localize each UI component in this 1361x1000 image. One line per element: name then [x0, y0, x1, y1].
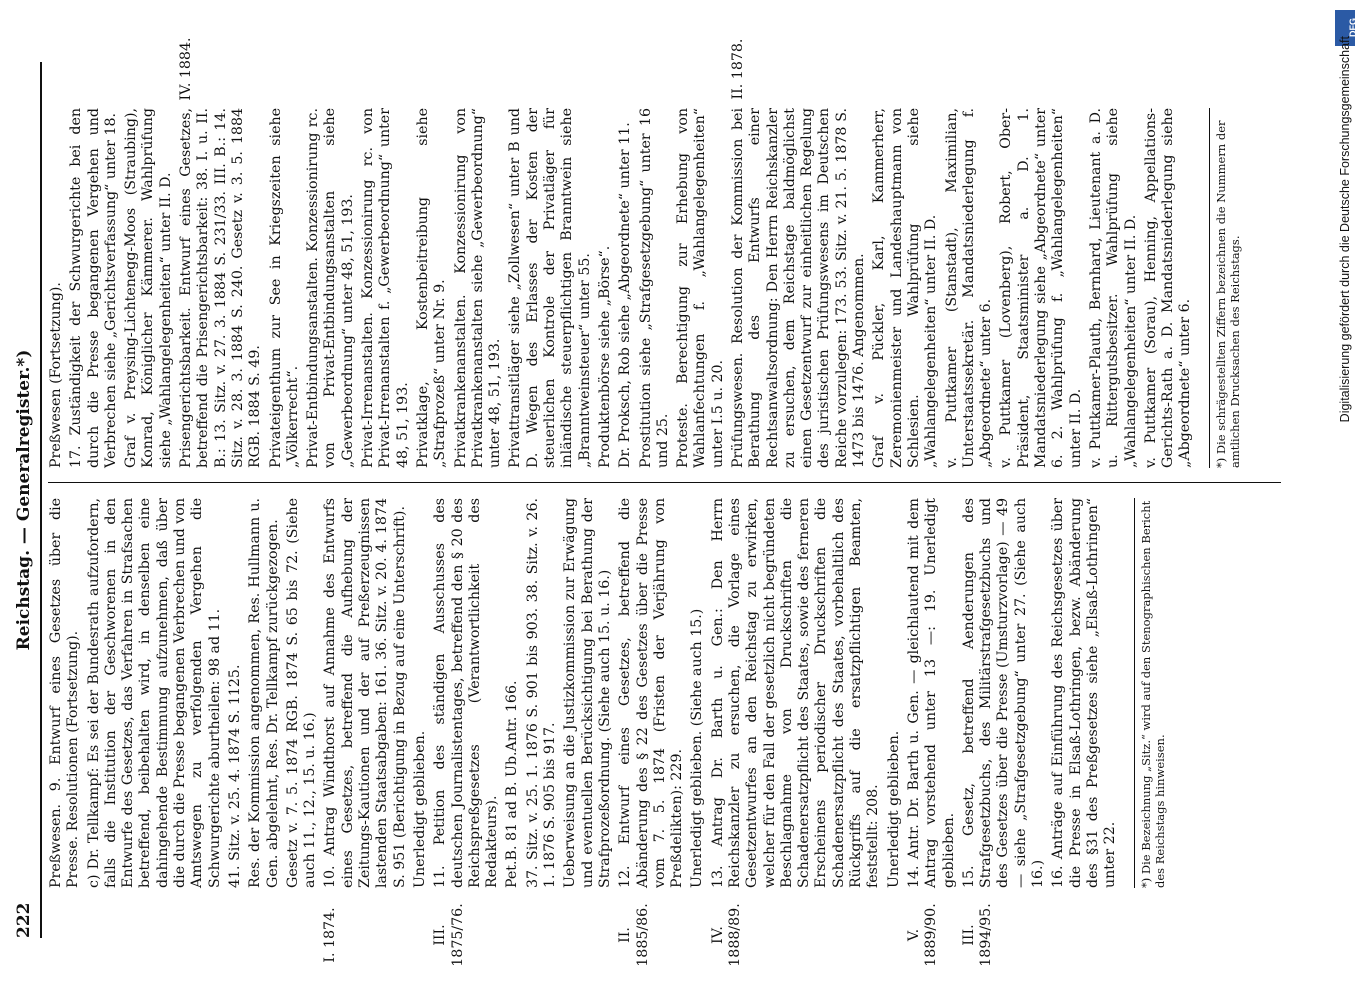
index-entry	[1143, 108, 1195, 468]
index-entry-text: Prüfungswesen. Resolution der Kommission bei Berathung des Entwurfs einer Rechtsanwaltsordnung: Den Herrn Reichskanzler zu ersuchen, dem Reichstage baldmöglichst einen Gesetzentwurf zur einheitlichen Regelung des juristischen Prüfungswesens im Deutschen Reiche vorzulegen: 173. 53. Sitz. v. 21. 5. 1878 S. 1473 bis 1476. Angenommen.	[729, 108, 868, 468]
index-entry	[453, 108, 505, 468]
index-entry-text: Graf v. Pückler, Karl, Kammerherr, Zeremonienmeister und Landeshauptmann von Schlesien. Wahlprüfung siehe „Wahlangelegenheiten“ unter II. D.	[871, 108, 940, 468]
index-entry-text: Prostitution siehe „Strafgesetzgebung“ unter 16 und 25.	[637, 108, 671, 468]
index-entry-text: Privatkrankenanstalten. Konzessionirung von Privatkrankenanstalten siehe „Gewerbeordnung“ unter 48, 51, 193.	[452, 108, 504, 468]
dfg-stamp	[1334, 6, 1358, 996]
index-entry	[415, 108, 450, 468]
index-entry-text: Privat-Irrenanstalten. Konzessionirung rc. von Privat-Irrenanstalten f. „Gewerbeordnung“ unter 48, 51, 193.	[360, 108, 411, 468]
left-column	[48, 498, 1301, 968]
index-entry	[886, 498, 903, 888]
index-entry-text: Privat-Entbindungsanstalten. Konzessionirung rc. von Privat-Entbindungsanstalten siehe „Gewerbeordnung“ unter 48, 51, 193.	[305, 108, 356, 468]
index-entry	[562, 498, 614, 888]
index-entry-text: 17. Zuständigkeit der Schwurgerichte bei den durch die Presse begangenen Vergehen und Verbrechen siehe „Gerichtsverfassung“ unter 18.	[68, 108, 119, 468]
index-entry-text: 13. Antrag Dr. Barth u. Gen.: Den Herrn Reichskanzler zu ersuchen, die Vorlage eines Gesetzentwurfes an den Reichstag zu erwirken, welcher für den Fall der gesetzlich nicht begründeten Beschlagnahme von Druckschriften die Schadenersatzpflicht des Staates, sowie des ferneren Erscheinens periodischer Druckschriften die Schadenersatzpflicht des Staates, vorbehaltlich des Rückgriffs auf die ersatzpflichtigen Beamten, feststellt: 208.	[709, 498, 882, 888]
index-entry-text: Pet.B. 81 ad B. Ub.Antr. 166.	[504, 680, 521, 888]
index-entry	[227, 498, 244, 888]
margin-session-label: III. 1875/76.	[432, 903, 466, 967]
index-entry	[709, 498, 883, 967]
index-entry	[48, 498, 83, 888]
index-entry	[360, 108, 412, 468]
index-entry-text: v. Puttkamer (Stanstadt), Maximilian, Unterstaatssekretär. Mandatsniederlegung f. „Abgeordnete“ unter 6.	[943, 108, 995, 468]
index-entry	[998, 108, 1084, 468]
index-entry-text: Graf v. Preysing-Lichtenegg-Moos (Straubing), Konrad, Königlicher Kämmerer. Wahlprüfung siehe „Wahlangelegenheiten“ unter II. D.	[123, 108, 174, 468]
columns	[48, 32, 1301, 968]
index-entry	[178, 37, 264, 468]
index-entry	[86, 498, 224, 888]
index-entry-text: Unerledigt geblieben. (Siehe auch 15.)	[689, 608, 706, 888]
index-entry-text: 11. Petition des ständigen Ausschusses des deutschen Journalistentages, betreffend den § 20 des Reichspreßgesetzes (Verantwortlichkeit des Redakteurs).	[432, 498, 501, 888]
index-entry-text: 14. Antr. Dr. Barth u. Gen. — gleichlautend mit dem Antrag vorstehend unter 13 —: 19. Unerledigt geblieben.	[905, 498, 957, 888]
index-entry-text: v. Puttkamer (Sorau), Henning, Appellations-Gerichts-Rath a. D. Mandatsniederlegung siehe „Abgeordnete“ unter 6.	[1142, 108, 1194, 468]
index-entry	[871, 108, 940, 468]
index-entry-text: 41. Sitz. v. 25. 4. 1874 S. 1125.	[226, 664, 243, 888]
left-column-entries	[48, 498, 1167, 967]
index-entry-text: Unerledigt geblieben.	[885, 730, 902, 888]
index-entry	[597, 108, 614, 468]
index-entry-text: Preßwesen (Fortsetzung).	[48, 282, 64, 468]
index-entry	[412, 498, 429, 888]
right-column-entries	[48, 37, 1242, 468]
index-entry	[729, 38, 868, 468]
right-column	[48, 38, 1301, 468]
page-header	[14, 62, 42, 938]
index-entry	[123, 108, 175, 468]
margin-session-label: II. 1885/86.	[617, 903, 651, 967]
index-entry-text: Dr. Proksch, Rob siehe „Abgeordnete“ unter 11.	[617, 122, 634, 468]
index-entry-text: Gesetz v. 7. 5. 1874 RGB. 1874 S. 65 bis 72. (Siehe auch 11., 12., 15. u. 16.)	[284, 498, 319, 888]
index-entry	[944, 108, 996, 468]
index-entry-text: Privateigenthum zur See in Kriegszeiten siehe „Völkerrecht“.	[267, 108, 301, 468]
index-entry-text: Ueberweisung an die Justizkommission zur Erwägung und eventuellen Berücksichtigung bei Berathung der Strafprozeßordnung. (Siehe auch 15. u. 16.)	[562, 498, 613, 888]
margin-session-label: I. 1874.	[322, 907, 339, 963]
index-entry	[1050, 498, 1119, 888]
index-entry	[322, 498, 408, 963]
index-entry-text: 15. Gesetz, betreffend Aenderungen des Strafgesetzbuchs, des Militärstrafgesetzbuchs und des Gesetzes über die Presse (Umsturzvorlage) — 49 — siehe „Strafgesetzgebung“ unter 27. (Siehe auch 16.)	[960, 498, 1047, 888]
index-entry-text: 12. Entwurf eines Gesetzes, betreffend die Abänderung des § 22 des Gesetzes über die Presse vom 7. 5. 1874 (Fristen der Verjährung von Preßdelikten): 229.	[617, 498, 686, 888]
index-entry	[617, 108, 634, 468]
index-entry	[247, 498, 282, 888]
index-entry	[504, 498, 521, 888]
index-entry-text: Privattransitläger siehe „Zollwesen“ unter B und D. Wegen des Erlasses der Kosten der steuerlichen Kontrole der Privatläger für inländische steuerpflichtigen Branntwein siehe „Branntweinsteuer“ unter 55.	[507, 108, 593, 468]
index-entry	[1088, 108, 1140, 468]
index-entry-text: 37. Sitz. v. 25. 1. 1876 S. 901 bis 903. 38. Sitz. v. 26. 1. 1876 S. 905 bis 917.	[524, 498, 559, 888]
index-entry	[268, 108, 303, 468]
index-entry-text: Proteste. Berechtigung zur Erhebung von Wahlanfechtungen f. „Wahlangelegenheiten“ unter I.5 u. 20.	[675, 108, 726, 468]
index-entry-text: Preßwesen. 9. Entwurf eines Gesetzes über die Presse. Resolutionen (Fortsetzung).	[48, 498, 82, 888]
index-entry-text: c) Dr. Tellkampf: Es sei der Bundesrath aufzufordern, falls die Institution der Geschworenen in den Entwurfe des Gesetzes, das Verfahren in Strafsachen betreffend, beibehalten wird, in denselben eine dahingehende Bestimmung aufzunehmen, daß über die durch die Presse begangenen Verbrechen und von Amtswegen zu verfolgenden Vergehen die Schwurgerichte aburtheilen: 98 ad 11.	[85, 498, 223, 888]
dfg-stamp-text: Digitalisierung gefördert durch die Deutsche Forschungsgemeinschaft	[1338, 36, 1352, 423]
index-entry	[285, 498, 320, 888]
index-entry-text: Unerledigt geblieben.	[411, 730, 428, 888]
margin-session-label: III. 1894/95.	[960, 903, 995, 967]
index-entry	[675, 108, 727, 468]
index-entry-text: 16. Anträge auf Einführung des Reichsgesetzes über die Presse in Elsaß-Lothringen, bezw. Abänderung des §31 des Preßgesetzes siehe „Elsaß-Lothringen“ unter 22.	[1050, 498, 1119, 888]
index-entry	[507, 108, 593, 468]
footnote: *) Die Bezeichnung „Sitz.“ wird auf den Stenographischen Bericht des Reichstags hinweisen.	[1134, 498, 1167, 888]
index-entry-text: Produktenbörse siehe „Börse“.	[596, 245, 613, 468]
index-entry-text: Res. der Kommission angenommen, Res. Hullmann u. Gen. abgelehnt, Res. Dr. Tellkampf zurückgezogen.	[247, 498, 281, 888]
page-number: 222	[14, 902, 34, 938]
index-entry-text: v. Puttkamer-Plauth, Bernhard, Lieutenant a. D. u. Rittergutsbesitzer. Wahlprüfung siehe „Wahlangelegenheiten“ unter II. D.	[1087, 108, 1139, 468]
page-title: Reichstag. — Generalregister.*)	[14, 349, 34, 651]
index-entry	[960, 498, 1047, 967]
index-entry	[905, 498, 958, 967]
index-entry	[689, 498, 706, 888]
index-entry	[68, 108, 120, 468]
margin-session-label: II. 1878.	[729, 38, 746, 100]
column-divider	[48, 482, 1281, 483]
margin-session-label: V. 1889/90.	[905, 903, 940, 967]
index-entry	[48, 108, 65, 468]
index-entry-text: 10. Antrag Windthorst auf Annahme des Entwurfs eines Gesetzes, betreffend die Aufhebung der Zeitungs-Kautionen und der auf Preßerzeugnissen lastenden Staatsabgaben: 161. 36. Sitz. v. 20. 4. 1874 S. 951 (Berichtigung in Bezug auf eine Unterschrift).	[322, 498, 408, 888]
dfg-logo-icon: DFG	[1335, 10, 1355, 46]
index-entry	[638, 108, 673, 468]
index-entry	[617, 498, 686, 967]
index-entry	[305, 108, 357, 468]
index-entry	[525, 498, 560, 888]
index-entry-text: Privatklage, Kostenbeitreibung siehe „Strafprozeß“ unter Nr. 9.	[414, 108, 449, 468]
footnote: *) Die schrägestellten Ziffern bezeichnen die Nummern der amtlichen Drucksachen des Reichstags.	[1209, 108, 1242, 468]
margin-session-label: IV. 1888/89.	[709, 903, 743, 967]
margin-session-label: IV. 1884.	[178, 37, 195, 101]
index-entry-text: v. Puttkamer (Lovenberg), Robert, Ober-Präsident, Staatsminister a. D. 1. Mandatsniederlegung siehe „Abgeordnete“ unter 6. 2. Wahlprüfung f. „Wahlangelegenheiten“ unter II. D.	[998, 108, 1084, 468]
index-entry-text: Prisengerichtsbarkeit. Entwurf eines Gesetzes, betreffend die Prisengerichtsbarkeit: 38. I. u. II. B.: 13. Sitz. v. 27. 3. 1884 S. 231/33. III. B.: 14. Sitz. v. 28. 3. 1884 S. 240. Gesetz v. 3. 5. 1884 RGB. 1884 S. 49.	[178, 108, 264, 468]
index-entry	[432, 498, 501, 967]
